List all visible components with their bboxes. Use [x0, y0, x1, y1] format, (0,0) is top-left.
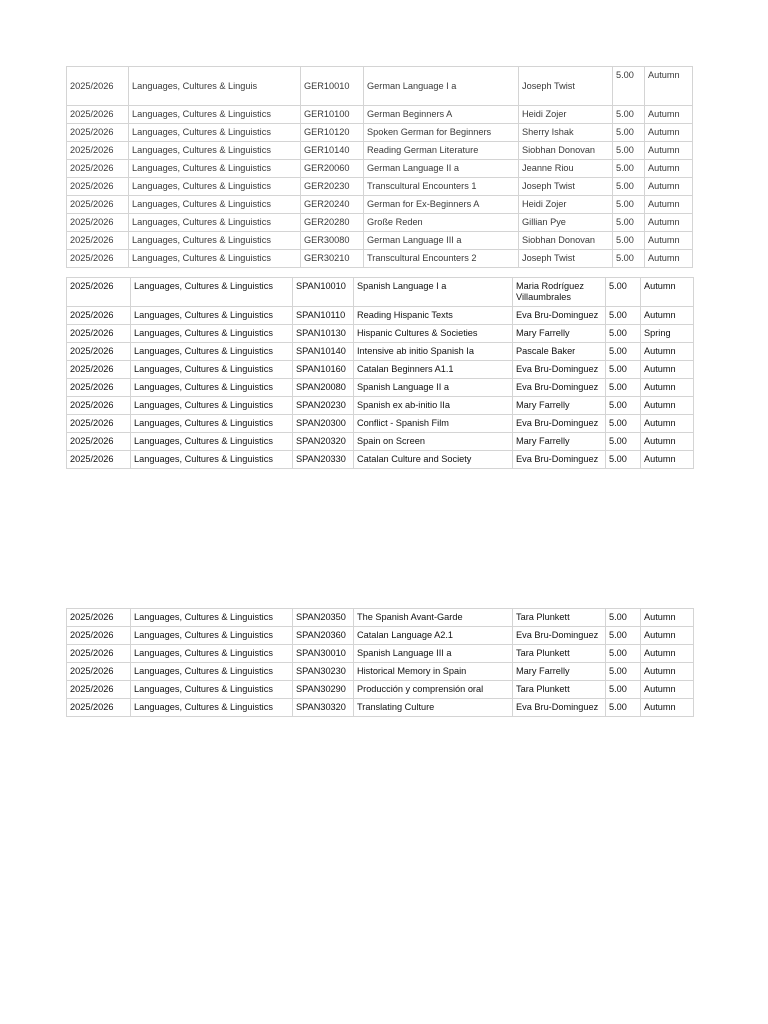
credits-cell: 5.00 — [606, 278, 641, 307]
school-cell: Languages, Cultures & Linguistics — [131, 325, 293, 343]
credits-cell: 5.00 — [613, 160, 645, 178]
module-code-cell: GER10140 — [301, 142, 364, 160]
trimester-cell: Autumn — [641, 451, 694, 469]
module-code-cell: SPAN20300 — [293, 415, 354, 433]
module-code-cell: SPAN10160 — [293, 361, 354, 379]
school-cell: Languages, Cultures & Linguistics — [131, 609, 293, 627]
academic-year-cell: 2025/2026 — [67, 67, 129, 106]
academic-year-cell: 2025/2026 — [67, 232, 129, 250]
module-title-cell: Transcultural Encounters 2 — [364, 250, 519, 268]
academic-year-cell: 2025/2026 — [67, 278, 131, 307]
module-title-cell: Hispanic Cultures & Societies — [354, 325, 513, 343]
credits-cell: 5.00 — [606, 307, 641, 325]
coordinator-cell: Heidi Zojer — [519, 196, 613, 214]
trimester-cell: Autumn — [645, 178, 693, 196]
credits-cell: 5.00 — [606, 663, 641, 681]
table-row — [67, 250, 693, 268]
credits-cell: 5.00 — [606, 433, 641, 451]
trimester-cell: Autumn — [641, 627, 694, 645]
module-code-cell: SPAN30010 — [293, 645, 354, 663]
coordinator-cell: Mary Farrelly — [513, 433, 606, 451]
academic-year-cell: 2025/2026 — [67, 142, 129, 160]
coordinator-cell: Maria Rodríguez Villaumbrales — [513, 278, 606, 307]
table-row — [67, 627, 694, 645]
table-row — [67, 307, 694, 325]
academic-year-cell: 2025/2026 — [67, 214, 129, 232]
module-title-cell: Spoken German for Beginners — [364, 124, 519, 142]
coordinator-cell: Eva Bru-Dominguez — [513, 699, 606, 717]
table-row — [67, 379, 694, 397]
trimester-cell: Autumn — [641, 645, 694, 663]
academic-year-cell: 2025/2026 — [67, 627, 131, 645]
module-code-cell: SPAN10010 — [293, 278, 354, 307]
trimester-cell: Spring — [641, 325, 694, 343]
table-row — [67, 178, 693, 196]
academic-year-cell: 2025/2026 — [67, 415, 131, 433]
coordinator-cell: Eva Bru-Dominguez — [513, 361, 606, 379]
table-row — [67, 415, 694, 433]
module-title-cell: German Language III a — [364, 232, 519, 250]
module-title-cell: Intensive ab initio Spanish Ia — [354, 343, 513, 361]
trimester-cell: Autumn — [641, 343, 694, 361]
academic-year-cell: 2025/2026 — [67, 196, 129, 214]
spanish-modules-body — [67, 278, 694, 469]
module-title-cell: Spanish Language II a — [354, 379, 513, 397]
trimester-cell: Autumn — [641, 278, 694, 307]
coordinator-cell: Eva Bru-Dominguez — [513, 451, 606, 469]
credits-cell: 5.00 — [606, 379, 641, 397]
coordinator-cell: Joseph Twist — [519, 250, 613, 268]
table-row — [67, 433, 694, 451]
school-cell: Languages, Cultures & Linguistics — [131, 307, 293, 325]
trimester-cell: Autumn — [641, 307, 694, 325]
module-code-cell: SPAN20080 — [293, 379, 354, 397]
table-row — [67, 645, 694, 663]
trimester-cell: Autumn — [641, 681, 694, 699]
module-code-cell: GER30210 — [301, 250, 364, 268]
table-row — [67, 609, 694, 627]
trimester-cell: Autumn — [645, 232, 693, 250]
table-row — [67, 361, 694, 379]
credits-cell: 5.00 — [606, 325, 641, 343]
school-cell: Languages, Cultures & Linguistics — [131, 379, 293, 397]
school-cell: Languages, Cultures & Linguistics — [129, 124, 301, 142]
school-cell: Languages, Cultures & Linguistics — [131, 681, 293, 699]
table-row — [67, 699, 694, 717]
trimester-cell: Autumn — [645, 142, 693, 160]
table-row — [67, 325, 694, 343]
coordinator-cell: Sherry Ishak — [519, 124, 613, 142]
module-title-cell: German Beginners A — [364, 106, 519, 124]
academic-year-cell: 2025/2026 — [67, 106, 129, 124]
academic-year-cell: 2025/2026 — [67, 178, 129, 196]
spanish-modules-continued-body — [67, 609, 694, 717]
table-row — [67, 232, 693, 250]
trimester-cell: Autumn — [645, 106, 693, 124]
school-cell: Languages, Cultures & Linguistics — [131, 645, 293, 663]
module-title-cell: Catalan Language A2.1 — [354, 627, 513, 645]
coordinator-cell: Siobhan Donovan — [519, 232, 613, 250]
credits-cell: 5.00 — [606, 627, 641, 645]
school-cell: Languages, Cultures & Linguistics — [129, 178, 301, 196]
coordinator-cell: Tara Plunkett — [513, 645, 606, 663]
module-title-cell: Translating Culture — [354, 699, 513, 717]
credits-cell: 5.00 — [613, 124, 645, 142]
academic-year-cell: 2025/2026 — [67, 307, 131, 325]
module-code-cell: SPAN20360 — [293, 627, 354, 645]
coordinator-cell: Jeanne Riou — [519, 160, 613, 178]
coordinator-cell: Mary Farrelly — [513, 325, 606, 343]
module-code-cell: GER10100 — [301, 106, 364, 124]
credits-cell: 5.00 — [606, 645, 641, 663]
school-cell: Languages, Cultures & Linguistics — [129, 250, 301, 268]
trimester-cell: Autumn — [641, 397, 694, 415]
trimester-cell: Autumn — [641, 415, 694, 433]
module-title-cell: Spanish Language III a — [354, 645, 513, 663]
academic-year-cell: 2025/2026 — [67, 160, 129, 178]
module-title-cell: German Language I a — [364, 67, 519, 106]
module-code-cell: SPAN30290 — [293, 681, 354, 699]
spanish-modules-continued-table — [66, 608, 694, 717]
academic-year-cell: 2025/2026 — [67, 124, 129, 142]
credits-cell: 5.00 — [606, 397, 641, 415]
module-code-cell: SPAN20320 — [293, 433, 354, 451]
school-cell: Languages, Cultures & Linguis — [129, 67, 301, 106]
credits-cell: 5.00 — [606, 699, 641, 717]
academic-year-cell: 2025/2026 — [67, 325, 131, 343]
coordinator-cell: Joseph Twist — [519, 178, 613, 196]
academic-year-cell: 2025/2026 — [67, 250, 129, 268]
coordinator-cell: Gillian Pye — [519, 214, 613, 232]
table-row — [67, 681, 694, 699]
table-row — [67, 214, 693, 232]
school-cell: Languages, Cultures & Linguistics — [129, 142, 301, 160]
academic-year-cell: 2025/2026 — [67, 361, 131, 379]
school-cell: Languages, Cultures & Linguistics — [131, 663, 293, 681]
german-modules-body — [67, 67, 693, 268]
module-code-cell: GER10010 — [301, 67, 364, 106]
school-cell: Languages, Cultures & Linguistics — [131, 278, 293, 307]
trimester-cell: Autumn — [641, 361, 694, 379]
table-row — [67, 67, 693, 106]
trimester-cell: Autumn — [645, 250, 693, 268]
academic-year-cell: 2025/2026 — [67, 433, 131, 451]
module-title-cell: Reading Hispanic Texts — [354, 307, 513, 325]
school-cell: Languages, Cultures & Linguistics — [131, 361, 293, 379]
academic-year-cell: 2025/2026 — [67, 379, 131, 397]
trimester-cell: Autumn — [641, 663, 694, 681]
module-title-cell: Conflict - Spanish Film — [354, 415, 513, 433]
credits-cell: 5.00 — [613, 142, 645, 160]
module-code-cell: SPAN20230 — [293, 397, 354, 415]
coordinator-cell: Tara Plunkett — [513, 681, 606, 699]
module-code-cell: SPAN10130 — [293, 325, 354, 343]
module-title-cell: Catalan Beginners A1.1 — [354, 361, 513, 379]
module-code-cell: SPAN30320 — [293, 699, 354, 717]
table-row — [67, 278, 694, 307]
school-cell: Languages, Cultures & Linguistics — [131, 699, 293, 717]
academic-year-cell: 2025/2026 — [67, 451, 131, 469]
school-cell: Languages, Cultures & Linguistics — [129, 196, 301, 214]
academic-year-cell: 2025/2026 — [67, 609, 131, 627]
coordinator-cell: Heidi Zojer — [519, 106, 613, 124]
school-cell: Languages, Cultures & Linguistics — [131, 415, 293, 433]
module-title-cell: Große Reden — [364, 214, 519, 232]
coordinator-cell: Eva Bru-Dominguez — [513, 415, 606, 433]
module-title-cell: German Language II a — [364, 160, 519, 178]
trimester-cell: Autumn — [645, 67, 693, 106]
credits-cell: 5.00 — [613, 178, 645, 196]
trimester-cell: Autumn — [641, 433, 694, 451]
module-title-cell: The Spanish Avant-Garde — [354, 609, 513, 627]
coordinator-cell: Siobhan Donovan — [519, 142, 613, 160]
academic-year-cell: 2025/2026 — [67, 343, 131, 361]
school-cell: Languages, Cultures & Linguistics — [129, 232, 301, 250]
table-row — [67, 196, 693, 214]
school-cell: Languages, Cultures & Linguistics — [131, 397, 293, 415]
module-title-cell: Producción y comprensión oral — [354, 681, 513, 699]
credits-cell: 5.00 — [606, 681, 641, 699]
school-cell: Languages, Cultures & Linguistics — [129, 160, 301, 178]
table-row — [67, 343, 694, 361]
trimester-cell: Autumn — [641, 379, 694, 397]
academic-year-cell: 2025/2026 — [67, 699, 131, 717]
module-title-cell: Spain on Screen — [354, 433, 513, 451]
credits-cell: 5.00 — [613, 232, 645, 250]
trimester-cell: Autumn — [641, 699, 694, 717]
table-row — [67, 142, 693, 160]
credits-cell: 5.00 — [606, 343, 641, 361]
trimester-cell: Autumn — [645, 124, 693, 142]
module-title-cell: Spanish ex ab-initio IIa — [354, 397, 513, 415]
module-code-cell: SPAN20330 — [293, 451, 354, 469]
trimester-cell: Autumn — [641, 609, 694, 627]
module-code-cell: GER30080 — [301, 232, 364, 250]
module-code-cell: GER20060 — [301, 160, 364, 178]
academic-year-cell: 2025/2026 — [67, 681, 131, 699]
module-code-cell: SPAN10140 — [293, 343, 354, 361]
school-cell: Languages, Cultures & Linguistics — [129, 214, 301, 232]
trimester-cell: Autumn — [645, 160, 693, 178]
module-code-cell: GER10120 — [301, 124, 364, 142]
module-title-cell: Historical Memory in Spain — [354, 663, 513, 681]
credits-cell: 5.00 — [606, 361, 641, 379]
module-code-cell: SPAN10110 — [293, 307, 354, 325]
academic-year-cell: 2025/2026 — [67, 663, 131, 681]
coordinator-cell: Eva Bru-Dominguez — [513, 627, 606, 645]
coordinator-cell: Eva Bru-Dominguez — [513, 379, 606, 397]
school-cell: Languages, Cultures & Linguistics — [131, 627, 293, 645]
table-row — [67, 106, 693, 124]
school-cell: Languages, Cultures & Linguistics — [129, 106, 301, 124]
table-row — [67, 160, 693, 178]
credits-cell: 5.00 — [606, 451, 641, 469]
school-cell: Languages, Cultures & Linguistics — [131, 451, 293, 469]
module-title-cell: Catalan Culture and Society — [354, 451, 513, 469]
module-code-cell: GER20280 — [301, 214, 364, 232]
credits-cell: 5.00 — [613, 214, 645, 232]
credits-cell: 5.00 — [613, 106, 645, 124]
table-row — [67, 451, 694, 469]
module-title-cell: Transcultural Encounters 1 — [364, 178, 519, 196]
table-row — [67, 397, 694, 415]
school-cell: Languages, Cultures & Linguistics — [131, 343, 293, 361]
module-code-cell: SPAN30230 — [293, 663, 354, 681]
coordinator-cell: Pascale Baker — [513, 343, 606, 361]
trimester-cell: Autumn — [645, 214, 693, 232]
coordinator-cell: Mary Farrelly — [513, 663, 606, 681]
table-row — [67, 663, 694, 681]
school-cell: Languages, Cultures & Linguistics — [131, 433, 293, 451]
module-title-cell: German for Ex-Beginners A — [364, 196, 519, 214]
german-modules-table — [66, 66, 693, 268]
credits-cell: 5.00 — [613, 250, 645, 268]
coordinator-cell: Tara Plunkett — [513, 609, 606, 627]
spanish-modules-table — [66, 277, 694, 469]
coordinator-cell: Joseph Twist — [519, 67, 613, 106]
coordinator-cell: Eva Bru-Dominguez — [513, 307, 606, 325]
module-code-cell: GER20230 — [301, 178, 364, 196]
module-code-cell: GER20240 — [301, 196, 364, 214]
academic-year-cell: 2025/2026 — [67, 645, 131, 663]
table-row — [67, 124, 693, 142]
credits-cell: 5.00 — [613, 67, 645, 106]
academic-year-cell: 2025/2026 — [67, 397, 131, 415]
credits-cell: 5.00 — [606, 609, 641, 627]
credits-cell: 5.00 — [606, 415, 641, 433]
module-code-cell: SPAN20350 — [293, 609, 354, 627]
trimester-cell: Autumn — [645, 196, 693, 214]
credits-cell: 5.00 — [613, 196, 645, 214]
module-title-cell: Reading German Literature — [364, 142, 519, 160]
coordinator-cell: Mary Farrelly — [513, 397, 606, 415]
module-title-cell: Spanish Language I a — [354, 278, 513, 307]
